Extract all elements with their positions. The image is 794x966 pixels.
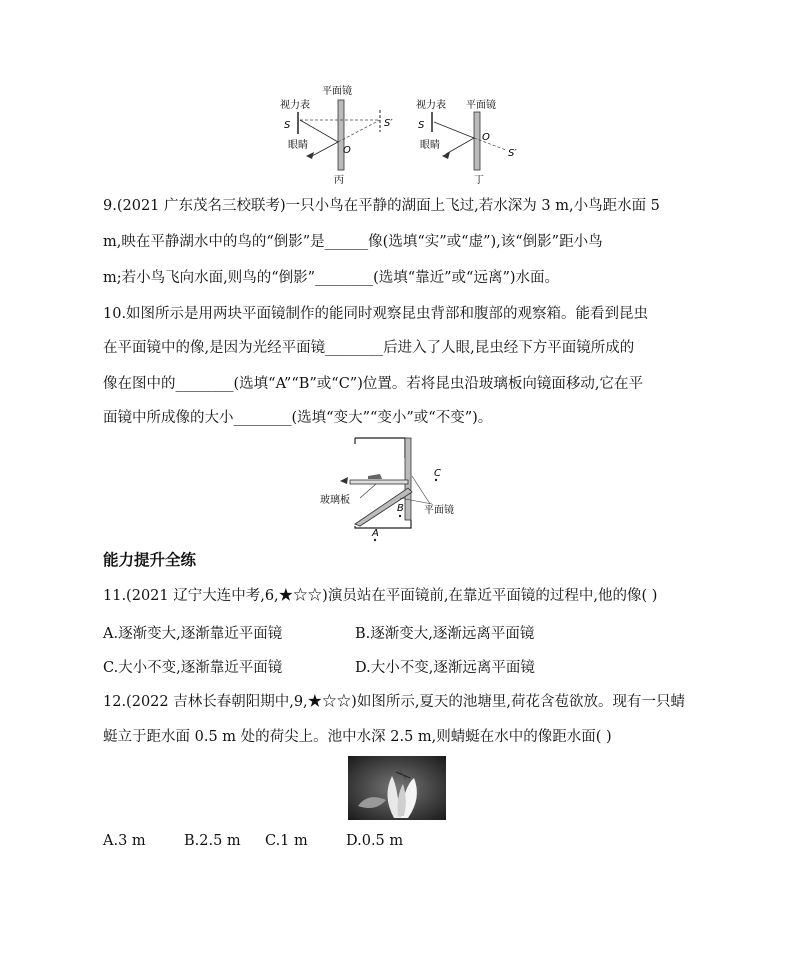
point-a-label: A bbox=[372, 528, 379, 539]
bing-reflected-ray bbox=[312, 142, 338, 156]
bing-mirror bbox=[338, 100, 344, 170]
ding-eye-icon bbox=[442, 152, 450, 159]
mirror-eye-test-figure bbox=[270, 82, 540, 190]
bing-caption: 丙 bbox=[334, 175, 344, 186]
q12-option-d: D.0.5 m bbox=[346, 833, 404, 849]
mirror-label: 平面镜 bbox=[424, 505, 454, 516]
ding-s-label: S bbox=[418, 120, 425, 131]
point-c-label: C bbox=[434, 468, 441, 479]
ding-s-prime-label: S′ bbox=[508, 148, 517, 159]
bing-mirror-label: 平面镜 bbox=[322, 86, 352, 97]
mirror-pointer-1 bbox=[412, 476, 430, 504]
q11-option-c: C.大小不变,逐渐靠近平面镜 bbox=[103, 660, 283, 676]
bing-incident-ray bbox=[300, 120, 338, 142]
ding-o-label: O bbox=[482, 132, 490, 143]
point-c-dot bbox=[435, 479, 437, 481]
q11-option-d: D.大小不变,逐渐远离平面镜 bbox=[355, 660, 535, 676]
q9-line-2: m,映在平静湖水中的鸟的“倒影”是______像(选填“实”或“虚”),该“倒影”距小鸟 bbox=[103, 234, 603, 250]
ding-incident-ray bbox=[434, 122, 474, 138]
q12-line-1: 12.(2022 吉林长春朝阳期中,9,★☆☆)如图所示,夏天的池塘里,荷花含苞欲放。现有一只蜻 bbox=[103, 694, 686, 710]
q9-line-3: m;若小鸟飞向水面,则鸟的“倒影”________(选填“靠近”或“远离”)水面。 bbox=[103, 270, 560, 286]
point-a-dot bbox=[374, 539, 376, 541]
box-top-wall bbox=[355, 438, 405, 458]
q11-stem: 11.(2021 辽宁大连中考,6,★☆☆)演员站在平面镜前,在靠近平面镜的过程中,他的像( ) bbox=[103, 588, 658, 604]
glass-plate bbox=[350, 480, 408, 484]
ding-chart-label: 视力表 bbox=[416, 100, 446, 111]
point-b-label: B bbox=[397, 503, 404, 514]
vertical-mirror bbox=[405, 438, 411, 520]
glass-plate-label: 玻璃板 bbox=[320, 495, 350, 506]
glass-pointer bbox=[360, 484, 376, 498]
q12-option-b: B.2.5 m bbox=[184, 833, 241, 849]
bing-s-prime-label: S′ bbox=[384, 118, 393, 129]
ding-caption: 丁 bbox=[474, 175, 484, 186]
ding-reflected-ray bbox=[446, 138, 474, 154]
point-b-dot bbox=[399, 515, 401, 517]
bing-o-label: O bbox=[343, 145, 351, 156]
ding-eye-label: 眼睛 bbox=[420, 140, 440, 151]
eye-icon bbox=[340, 477, 348, 484]
q11-option-b: B.逐渐变大,逐渐远离平面镜 bbox=[355, 626, 535, 642]
section-heading: 能力提升全练 bbox=[103, 551, 197, 569]
q12-option-a: A.3 m bbox=[103, 833, 146, 849]
ding-mirror bbox=[474, 112, 480, 170]
bing-chart-label: 视力表 bbox=[280, 100, 310, 111]
observation-box-figure bbox=[320, 436, 470, 546]
q12-line-2: 蜓立于距水面 0.5 m 处的荷尖上。池中水深 2.5 m,则蜻蜓在水中的像距水面( ) bbox=[103, 729, 612, 745]
bing-s-label: S bbox=[284, 120, 291, 131]
bing-eye-icon bbox=[306, 152, 314, 159]
q10-line-2: 在平面镜中的像,是因为光经平面镜________后进入了人眼,昆虫经下方平面镜所成的 bbox=[103, 340, 635, 356]
lotus-dragonfly-photo bbox=[348, 756, 446, 820]
ding-mirror-label: 平面镜 bbox=[466, 100, 496, 111]
q10-line-4: 面镜中所成像的大小________(选填“变大”“变小”或“不变”)。 bbox=[103, 410, 493, 426]
q11-option-a: A.逐渐变大,逐渐靠近平面镜 bbox=[103, 626, 283, 642]
q9-line-1: 9.(2021 广东茂名三校联考)一只小鸟在平静的湖面上飞过,若水深为 3 m,小鸟距水面 5 bbox=[103, 198, 660, 214]
q12-option-c: C.1 m bbox=[265, 833, 308, 849]
bing-eye-label: 眼睛 bbox=[288, 140, 308, 151]
insect-icon bbox=[368, 474, 382, 479]
q10-line-1: 10.如图所示是用两块平面镜制作的能同时观察昆虫背部和腹部的观察箱。能看到昆虫 bbox=[103, 306, 649, 322]
q10-line-3: 像在图中的________(选填“A”“B”或“C”)位置。若将昆虫沿玻璃板向镜面移动,它在平 bbox=[103, 376, 643, 392]
